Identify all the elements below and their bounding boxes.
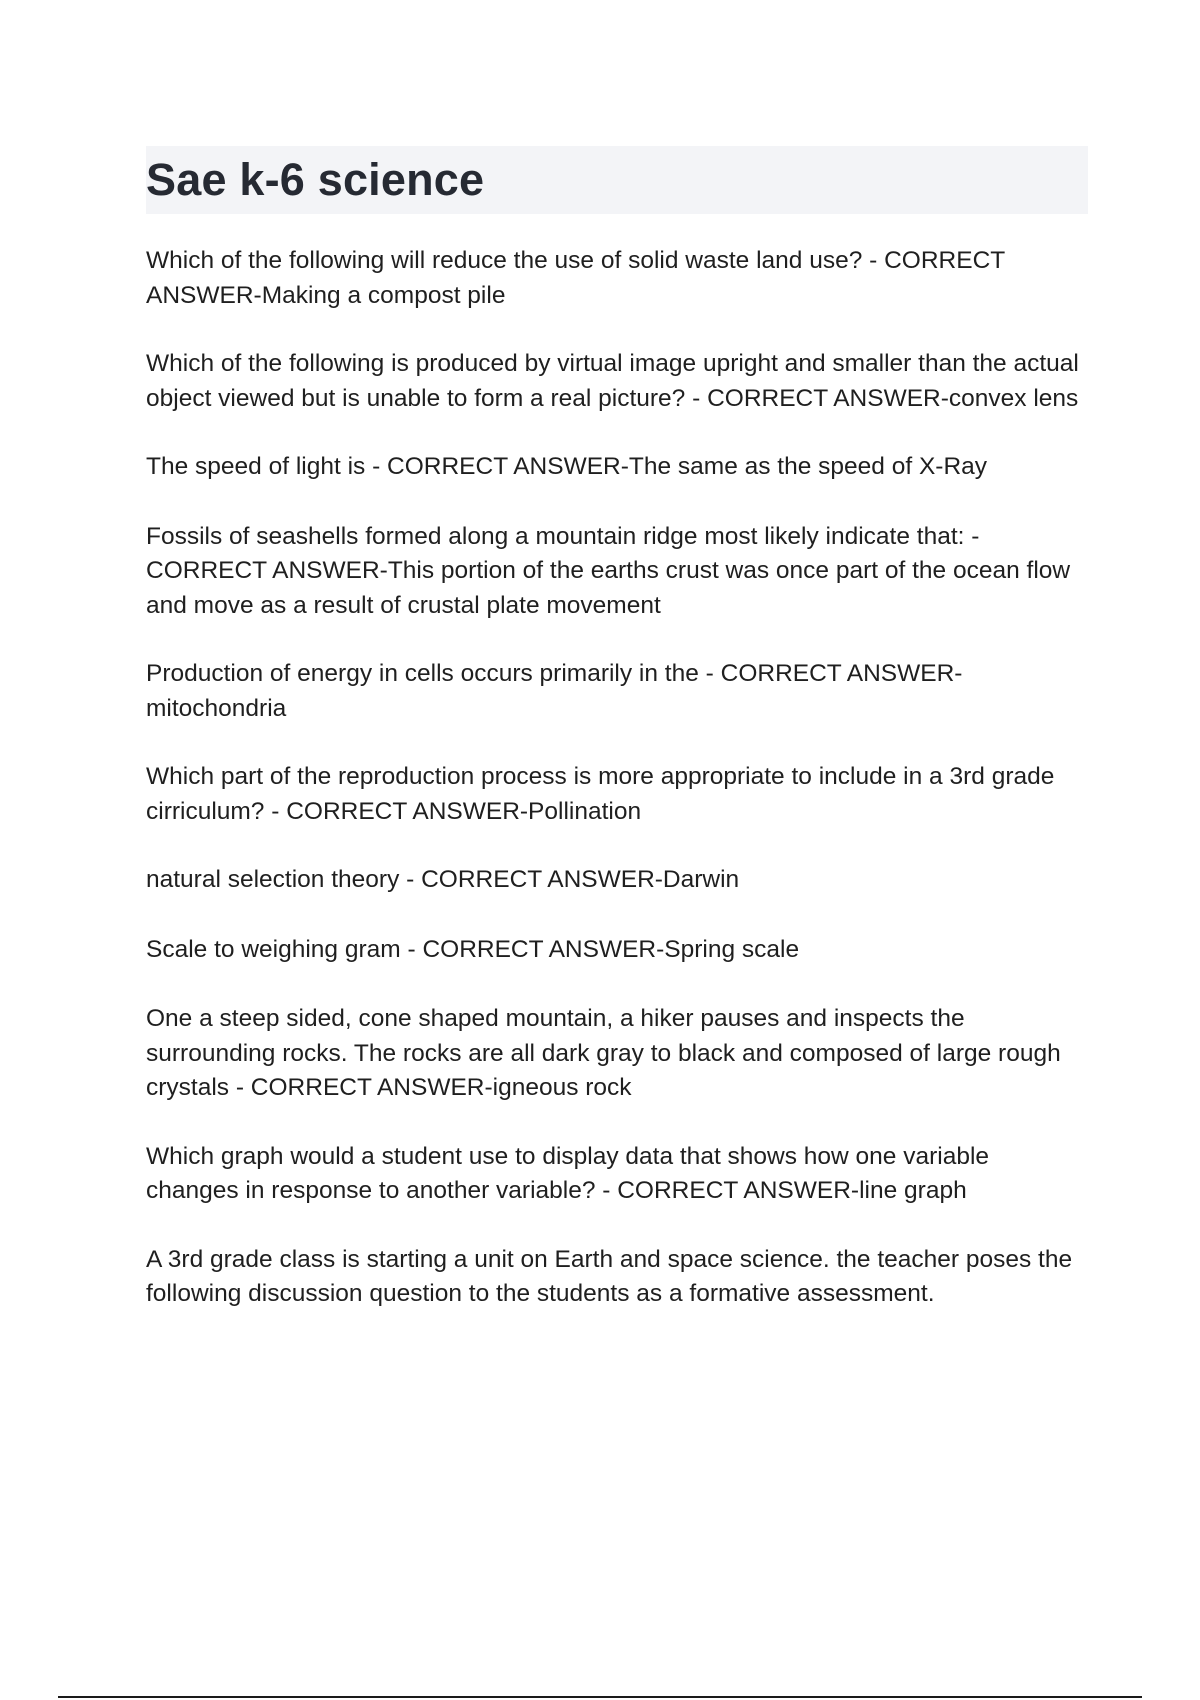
qa-list	[146, 244, 1086, 1346]
qa-entry: natural selection theory - CORRECT ANSWER-Darwin	[146, 866, 740, 893]
qa-entry: Production of energy in cells occurs primarily in the - CORRECT ANSWER-mitochondria	[146, 660, 963, 722]
qa-entry: Fossils of seashells formed along a mountain ridge most likely indicate that: - CORRECT ANSWER-This portion of the earths crust was once part of the ocean flow and move as a result of crustal plate movement	[146, 522, 1071, 619]
qa-entry: A 3rd grade class is starting a unit on Earth and space science. the teacher poses the following discussion question to the students as a formative assessment.	[146, 1245, 1073, 1307]
qa-entry: Which of the following is produced by virtual image upright and smaller than the actual object viewed but is unable to form a real picture? - CORRECT ANSWER-convex lens	[146, 350, 1079, 412]
footer-divider	[58, 1696, 1142, 1698]
qa-entry: The speed of light is - CORRECT ANSWER-The same as the speed of X-Ray	[146, 453, 988, 480]
page-title: Sae k-6 science	[146, 154, 485, 205]
qa-entry: One a steep sided, cone shaped mountain, a hiker pauses and inspects the surrounding rocks. The rocks are all dark gray to black and composed of large rough crystals - CORRECT ANSWER-igneous rock	[146, 1005, 1061, 1101]
qa-entry: Which of the following will reduce the use of solid waste land use? - CORRECT ANSWER-Making a compost pile	[146, 247, 1005, 309]
qa-entry: Which part of the reproduction process is more appropriate to include in a 3rd grade cirriculum? - CORRECT ANSWER-Pollination	[146, 763, 1055, 825]
qa-entry: Scale to weighing gram - CORRECT ANSWER-Spring scale	[146, 935, 800, 963]
title-banner	[146, 146, 1088, 214]
qa-entry: Which graph would a student use to display data that shows how one variable changes in response to another variable? - CORRECT ANSWER-line graph	[146, 1142, 990, 1204]
